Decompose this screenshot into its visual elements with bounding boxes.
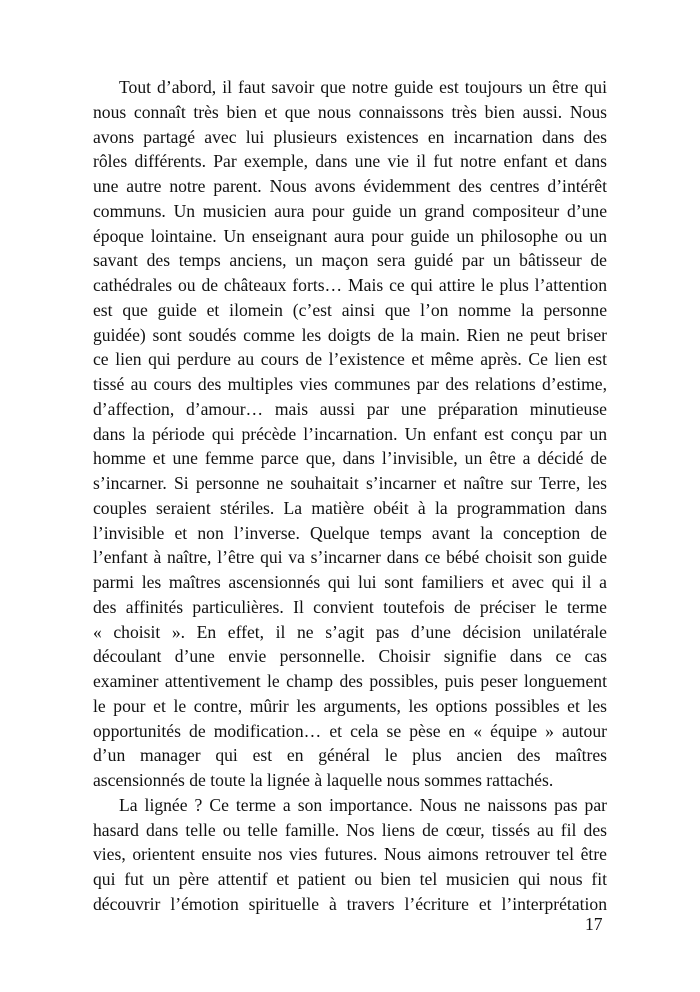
text-line: dans la période qui précède l’incarnation. Un enfant est conçu par un	[93, 423, 607, 444]
text-line: qui fut un père attentif et patient ou bien tel musicien qui nous fit	[93, 869, 607, 889]
text-line: découvrir l’émotion spirituelle à travers l’écriture et l’interprétation	[93, 893, 607, 914]
text-line: l’invisible et non l’inverse. Quelque temps avant la conception de	[93, 522, 607, 543]
text-line: nous connaît très bien et que nous connaissons très bien aussi. Nous	[93, 101, 607, 122]
text-line: Tout d’abord, il faut savoir que notre guide est toujours un être qui	[119, 77, 607, 97]
text-line: homme et une femme parce que, dans l’invisible, un être a décidé de	[93, 448, 607, 469]
text-line: le pour et le contre, mûrir les arguments, les options possibles et les	[93, 695, 607, 716]
text-line: est que guide et ilomein (c’est ainsi que l’on nomme la personne	[93, 299, 607, 320]
text-line: couples seraient stériles. La matière obéit à la programmation dans	[93, 497, 607, 518]
text-line: une autre notre parent. Nous avons évidemment des centres d’intérêt	[93, 176, 607, 196]
page-number: 17	[585, 914, 603, 934]
text-line: examiner attentivement le champ des possibles, puis peser longuement	[93, 671, 607, 691]
text-line: d’un manager qui est en général le plus ancien des maîtres	[93, 745, 607, 766]
text-line: communs. Un musicien aura pour guide un grand compositeur d’une	[93, 200, 607, 221]
paragraph-2	[93, 793, 607, 917]
text-line: des affinités particulières. Il convient toutefois de préciser le terme	[93, 596, 607, 617]
text-line: rôles différents. Par exemple, dans une vie il fut notre enfant et dans	[93, 151, 607, 172]
text-line: « choisit ». En effet, il ne s’agit pas d’une décision unilatérale	[93, 621, 607, 642]
text-line: époque lointaine. Un enseignant aura pour guide un philosophe ou un	[93, 225, 607, 246]
text-line: découlant d’une envie personnelle. Choisir signifie dans ce cas	[93, 646, 607, 667]
text-line: hasard dans telle ou telle famille. Nos liens de cœur, tissés au fil des	[93, 819, 607, 840]
text-line: cathédrales ou de châteaux forts… Mais ce qui attire le plus l’attention	[93, 275, 607, 295]
text-line: vies, orientent ensuite nos vies futures. Nous aimons retrouver tel être	[93, 844, 607, 865]
text-line: ce lien qui perdure au cours de l’existence et même après. Ce lien est	[93, 349, 607, 370]
text-line: avons partagé avec lui plusieurs existences en incarnation dans des	[93, 126, 607, 147]
text-line: guidée) sont soudés comme les doigts de la main. Rien ne peut briser	[93, 324, 607, 345]
text-line: parmi les maîtres ascensionnés qui lui sont familiers et avec qui il a	[93, 572, 607, 592]
text-line: tissé au cours des multiples vies communes par des relations d’estime,	[93, 374, 607, 394]
text-line: opportunités de modification… et cela se pèse en « équipe » autour	[93, 720, 607, 741]
text-line: l’enfant à naître, l’être qui va s’incarner dans ce bébé choisit son guide	[93, 547, 607, 568]
text-line: La lignée ? Ce terme a son importance. Nous ne naissons pas par	[119, 794, 607, 815]
page-body	[93, 75, 607, 917]
paragraph-1	[93, 75, 607, 793]
text-line: s’incarner. Si personne ne souhaitait s’incarner et naître sur Terre, les	[93, 473, 607, 493]
text-line: savant des temps anciens, un maçon sera guidé par un bâtisseur de	[93, 250, 607, 271]
text-line: d’affection, d’amour… mais aussi par une préparation minutieuse	[93, 398, 607, 419]
text-line: ascensionnés de toute la lignée à laquelle nous sommes rattachés.	[93, 770, 554, 790]
